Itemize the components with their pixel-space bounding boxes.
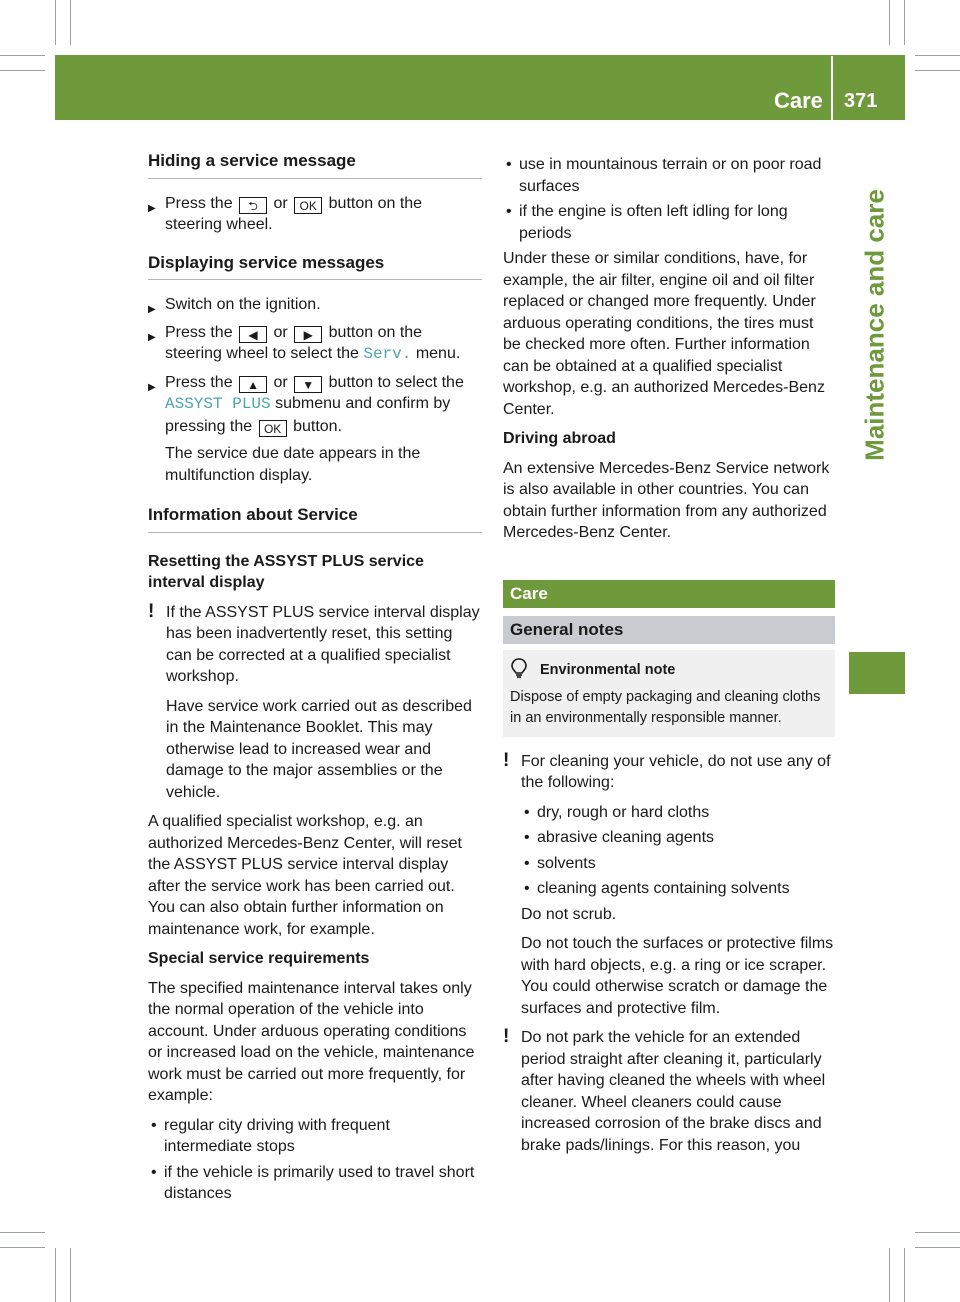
list-item: • cleaning agents containing solvents: [524, 880, 790, 897]
crop-mark: [915, 1232, 960, 1233]
section-heading: Information about Service: [148, 504, 482, 533]
list-item: • if the vehicle is primarily used to travel short distances: [151, 1163, 475, 1202]
paragraph: An extensive Mercedes-Benz Service network is also available in other countries. You can obtain further information from any authorized Mercedes-Benz Center.: [503, 459, 830, 541]
crop-mark: [904, 1248, 905, 1302]
instruction-step: ▶ Press the ⮌ or OK button on the steering wheel.: [148, 193, 482, 236]
instruction-step: ▶ Press the ◀ or ▶ button on the steering wheel to select the Serv. menu.: [148, 322, 482, 366]
list-item: • if the engine is often left idling for long periods: [506, 203, 788, 242]
left-arrow-icon: ◀: [239, 326, 267, 343]
section-bar-care: Care: [503, 580, 835, 608]
ok-button-icon: OK: [259, 420, 287, 437]
paragraph: A qualified specialist workshop, e.g. an authorized Mercedes-Benz Center, will reset the ASSYST PLUS service interval display after the service work has been carried out. You can also obtain further information on maintenance work, for example.: [148, 813, 462, 938]
warning-icon: !: [503, 1026, 510, 1047]
list-item: • solvents: [524, 854, 596, 872]
crop-mark: [0, 70, 45, 71]
down-arrow-icon: ▼: [294, 376, 322, 393]
ok-button-icon: OK: [294, 197, 322, 214]
crop-mark: [0, 1232, 45, 1233]
crop-mark: [0, 55, 45, 56]
warning-icon: !: [148, 600, 155, 622]
crop-mark: [0, 1247, 45, 1248]
crop-mark: [889, 0, 890, 45]
section-heading: Hiding a service message: [148, 150, 482, 179]
warning-note: ! If the ASSYST PLUS service interval display has been inadvertently reset, this setting can be corrected at a qualified specialist workshop. Have service work carried out as described in the Maintenance Booklet. This may otherwise lead to increased wear and damage to the major assemblies or the vehicle.: [148, 600, 480, 801]
section-bar-general-notes: General notes: [503, 616, 835, 644]
side-tab: [844, 130, 906, 520]
warning-note: ! For cleaning your vehicle, do not use any of the following: • dry, rough or hard cloths • abrasive cleaning agents • solvents • cleaning agents containing solvents Do not scrub. Do not touch the surfaces or protective films with hard objects, e.g. a ring or ice scraper. You could otherwise scratch or damage the surfaces and protective film.: [503, 749, 834, 1017]
lightbulb-icon: [510, 658, 528, 683]
left-column: [148, 150, 482, 1209]
instruction-step: ▶ Press the ▲ or ▼ button to select the ASSYST PLUS submenu and confirm by pressing the OK button.: [148, 372, 482, 438]
warning-note: ! Do not park the vehicle for an extended period straight after cleaning it, particularly after having cleaned the wheels with wheel cleaner. Wheel cleaners could cause increased corrosion of the brake discs and brake pads/linings. For this reason, you: [503, 1026, 826, 1154]
back-button-icon: ⮌: [239, 197, 267, 214]
page-title: Care: [774, 88, 823, 113]
subheading: Resetting the ASSYST PLUS service interval display: [148, 552, 424, 591]
up-arrow-icon: ▲: [239, 376, 267, 393]
crop-mark: [915, 55, 960, 56]
list-item: • use in mountainous terrain or on poor road surfaces: [506, 156, 822, 195]
crop-mark: [915, 70, 960, 71]
crop-mark: [70, 0, 71, 45]
crop-mark: [55, 0, 56, 45]
list-item: • regular city driving with frequent intermediate stops: [151, 1116, 390, 1155]
header-divider: [831, 56, 833, 120]
side-tab-marker: [849, 652, 905, 694]
crop-mark: [55, 1248, 56, 1302]
environmental-note-heading: Environmental note: [540, 661, 676, 678]
section-heading: Displaying service messages: [148, 252, 482, 281]
step-result: The service due date appears in the multifunction display.: [165, 445, 421, 484]
instruction-step: ▶ Switch on the ignition.: [148, 294, 482, 316]
crop-mark: [889, 1248, 890, 1302]
right-column: [503, 154, 835, 1164]
crop-mark: [915, 1247, 960, 1248]
list-item: • abrasive cleaning agents: [524, 829, 715, 846]
subheading: Driving abroad: [503, 430, 616, 447]
side-tab-label: Maintenance and care: [859, 189, 890, 461]
paragraph: The specified maintenance interval takes only the normal operation of the vehicle into account. Under arduous operating conditions or increased load on the vehicle, maintenance work must be carried out more frequently, for example:: [148, 979, 475, 1104]
display-menu-text: Serv.: [363, 345, 412, 363]
paragraph: Under these or similar conditions, have, for example, the air filter, engine oil and oil filter replaced or changed more frequently. Under arduous operating conditions, the tires must be checked more often. Further information can be obtained at a qualified specialist workshop, e.g. an authorized Mercedes-Benz Center.: [503, 250, 825, 418]
environmental-note-text: Dispose of empty packaging and cleaning cloths in an environmentally responsible manner.: [510, 688, 821, 726]
page-number: 371: [844, 90, 878, 112]
list-item: • dry, rough or hard cloths: [524, 803, 710, 821]
environmental-note-box: [503, 650, 835, 737]
crop-mark: [904, 0, 905, 45]
warning-icon: !: [503, 749, 510, 771]
display-menu-text: ASSYST PLUS: [165, 395, 271, 413]
subheading: Special service requirements: [148, 950, 370, 967]
right-arrow-icon: ▶: [294, 326, 322, 343]
crop-mark: [70, 1248, 71, 1302]
